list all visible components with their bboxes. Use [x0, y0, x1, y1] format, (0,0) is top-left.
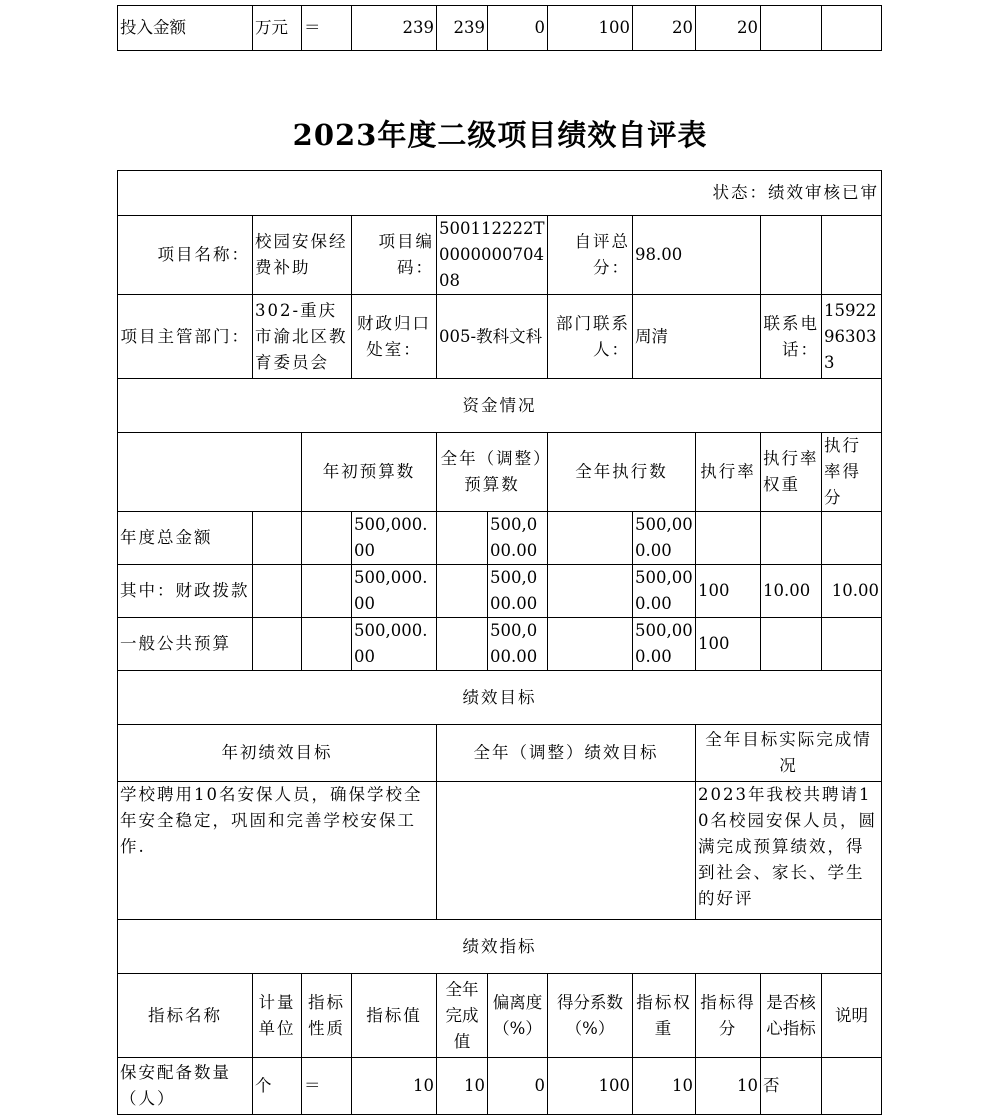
index-value-cell: 10 — [352, 1058, 437, 1115]
core-cell — [761, 6, 822, 51]
project-code-label: 项目编码： — [352, 216, 437, 295]
project-code-value: 500112222T000000070408 — [437, 216, 548, 295]
score-cell: 20 — [696, 6, 761, 51]
empty-cell — [548, 512, 633, 565]
status-text: 状态：绩效审核已审 — [118, 171, 882, 216]
rate-score-value — [822, 618, 882, 671]
empty-cell — [253, 618, 302, 671]
actual-value-cell: 10 — [437, 1058, 488, 1115]
indicators-header-row — [118, 974, 882, 1058]
table-row — [118, 618, 882, 671]
office-value: 005-教科文科 — [437, 295, 548, 379]
dept-label: 项目主管部门： — [118, 295, 253, 379]
table-row — [118, 1058, 882, 1115]
empty-cell — [302, 618, 352, 671]
self-score-label: 自评总分： — [548, 216, 633, 295]
project-name-label: 项目名称： — [118, 216, 253, 295]
empty-cell — [437, 565, 488, 618]
evaluation-table — [117, 170, 882, 1115]
department-row — [118, 295, 882, 379]
funds-row-label: 年度总金额 — [118, 512, 253, 565]
nature-cell: ＝ — [302, 1058, 352, 1115]
contact-label: 部门联系人： — [548, 295, 633, 379]
rate-score-header: 执行率得分 — [822, 433, 882, 512]
score-header: 指标得分 — [696, 974, 761, 1058]
nature-header: 指标性质 — [302, 974, 352, 1058]
rate-value: 100 — [696, 565, 761, 618]
rate-value: 100 — [696, 618, 761, 671]
rate-score-value — [822, 512, 882, 565]
goals-header-row — [118, 725, 882, 782]
initial-budget-value: 500,000.00 — [352, 618, 437, 671]
status-row — [118, 171, 882, 216]
actual-completion-text: 2023年我校共聘请10名校园安保人员，圆满完成预算绩效，得到社会、家长、学生的好评 — [696, 782, 882, 920]
executed-value: 500,000.00 — [633, 618, 696, 671]
indicators-section-title: 绩效指标 — [118, 920, 882, 974]
weight-header: 指标权重 — [633, 974, 696, 1058]
funds-header-row — [118, 433, 882, 512]
initial-budget-value: 500,000.00 — [352, 565, 437, 618]
empty-cell — [761, 216, 822, 295]
dept-value: 302-重庆市渝北区教育委员会 — [253, 295, 352, 379]
unit-header: 计量单位 — [253, 974, 302, 1058]
goals-section-title: 绩效目标 — [118, 671, 882, 725]
goals-content-row — [118, 782, 882, 920]
office-label: 财政归口处室： — [352, 295, 437, 379]
adjusted-budget-value: 500,000.00 — [488, 618, 548, 671]
project-row — [118, 216, 882, 295]
project-name-value: 校园安保经费补助 — [253, 216, 352, 295]
initial-goal-header: 年初绩效目标 — [118, 725, 437, 782]
rate-weight-header: 执行率权重 — [761, 433, 822, 512]
adjusted-goal-text — [437, 782, 696, 920]
actual-completion-header: 全年目标实际完成情况 — [696, 725, 882, 782]
empty-cell — [822, 216, 882, 295]
table-row — [118, 512, 882, 565]
rate-weight-value — [761, 512, 822, 565]
table-row — [118, 6, 882, 51]
funds-row-label: 其中：财政拨款 — [118, 565, 253, 618]
adjusted-budget-value: 500,000.00 — [488, 565, 548, 618]
table-row — [118, 565, 882, 618]
unit-cell: 万元 — [253, 6, 302, 51]
index-value-cell: 239 — [352, 6, 437, 51]
note-header: 说明 — [822, 974, 882, 1058]
deviation-cell: 0 — [488, 6, 548, 51]
indicator-name-cell: 保安配备数量（人） — [118, 1058, 253, 1115]
adjusted-budget-header: 全年（调整）预算数 — [437, 433, 548, 512]
unit-cell: 个 — [253, 1058, 302, 1115]
actual-value-cell: 239 — [437, 6, 488, 51]
empty-cell — [437, 618, 488, 671]
goals-section-row — [118, 671, 882, 725]
deviation-cell: 0 — [488, 1058, 548, 1115]
empty-cell — [548, 565, 633, 618]
initial-budget-value: 500,000.00 — [352, 512, 437, 565]
score-coef-header: 得分系数（%） — [548, 974, 633, 1058]
weight-cell: 10 — [633, 1058, 696, 1115]
executed-header: 全年执行数 — [548, 433, 696, 512]
contact-value: 周清 — [633, 295, 761, 379]
empty-cell — [302, 512, 352, 565]
empty-cell — [437, 512, 488, 565]
empty-cell — [253, 512, 302, 565]
funds-section-row — [118, 379, 882, 433]
self-score-value: 98.00 — [633, 216, 761, 295]
indicator-name-cell: 投入金额 — [118, 6, 253, 51]
note-cell — [822, 1058, 882, 1115]
core-header: 是否核心指标 — [761, 974, 822, 1058]
phone-value: 15922963033 — [822, 295, 882, 379]
core-cell: 否 — [761, 1058, 822, 1115]
executed-value: 500,000.00 — [633, 565, 696, 618]
previous-indicator-table — [117, 5, 882, 51]
initial-budget-header: 年初预算数 — [302, 433, 437, 512]
score-coef-cell: 100 — [548, 1058, 633, 1115]
phone-label: 联系电话： — [761, 295, 822, 379]
adjusted-budget-value: 500,000.00 — [488, 512, 548, 565]
indicator-name-header: 指标名称 — [118, 974, 253, 1058]
indicators-section-row — [118, 920, 882, 974]
score-cell: 10 — [696, 1058, 761, 1115]
deviation-header: 偏离度（%） — [488, 974, 548, 1058]
empty-cell — [548, 618, 633, 671]
funds-section-title: 资金情况 — [118, 379, 882, 433]
rate-weight-value: 10.00 — [761, 565, 822, 618]
weight-cell: 20 — [633, 6, 696, 51]
index-value-header: 指标值 — [352, 974, 437, 1058]
note-cell — [822, 6, 882, 51]
initial-goal-text: 学校聘用10名安保人员，确保学校全年安全稳定，巩固和完善学校安保工作. — [118, 782, 437, 920]
rate-score-value: 10.00 — [822, 565, 882, 618]
rate-weight-value — [761, 618, 822, 671]
rate-value — [696, 512, 761, 565]
empty-cell — [302, 565, 352, 618]
score-coef-cell: 100 — [548, 6, 633, 51]
executed-value: 500,000.00 — [633, 512, 696, 565]
funds-row-label: 一般公共预算 — [118, 618, 253, 671]
empty-cell — [118, 433, 302, 512]
adjusted-goal-header: 全年（调整）绩效目标 — [437, 725, 696, 782]
empty-cell — [253, 565, 302, 618]
page-title: 2023年度二级项目绩效自评表 — [292, 118, 708, 152]
actual-value-header: 全年完成值 — [437, 974, 488, 1058]
nature-cell: ＝ — [302, 6, 352, 51]
rate-header: 执行率 — [696, 433, 761, 512]
